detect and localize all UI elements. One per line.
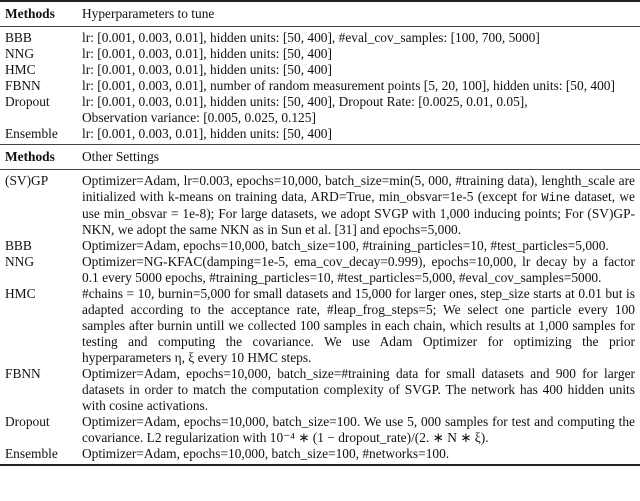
- method-cell: Dropout: [5, 94, 50, 109]
- value-cell: [82, 173, 640, 238]
- bottom-rule: [0, 464, 640, 466]
- value-cell: lr: [0.001, 0.003, 0.01], hidden units: [50, 400]: [82, 46, 332, 61]
- value-cell: Optimizer=Adam, epochs=10,000, batch_size=100. We use 5, 000 samples for test and computing the covariance. L2 regularization with 10⁻⁴ ∗ (1 − dropout_rate)/(2. ∗ N ∗ ξ).: [82, 414, 635, 445]
- value-text: Optimizer=Adam, lr=0.003, epochs=10,000, batch_size=min(5, 000, #training data), lenghth_scale are initialized with k-means on training data, ARD=True, min_obsvar=1e-5 (except for: [82, 173, 635, 204]
- method-cell: Ensemble: [5, 126, 58, 141]
- value-cell: #chains = 10, burnin=5,000 for small datasets and 15,000 for larger ones, step_size starts at 0.01 but is adapted according to the acceptance rate, #leap_frog_steps=5; We select one particle every 100 samples after burnin untill we collected 100 samples in each chain, which results at 1,000 samples for testing and computing the covariance. We use Adam Optimizer for optimizing the prior hyperparameters η, ξ every 10 HMC steps.: [82, 286, 635, 365]
- table-row: [0, 78, 640, 94]
- method-cell: HMC: [5, 62, 36, 77]
- table-row: [0, 30, 640, 46]
- table-row: [0, 94, 640, 126]
- table-row: [0, 254, 640, 286]
- header-methods: Methods: [5, 149, 55, 164]
- table-row: [0, 126, 640, 142]
- method-cell: FBNN: [5, 366, 41, 381]
- table-row: [0, 366, 640, 414]
- header-hyperparameters: Hyperparameters to tune: [82, 6, 215, 21]
- table-row: [0, 46, 640, 62]
- header-other-settings: Other Settings: [82, 149, 159, 164]
- table1-body: [0, 27, 640, 144]
- value-cell: lr: [0.001, 0.003, 0.01], hidden units: [50, 400]: [82, 62, 332, 77]
- method-cell: NNG: [5, 254, 35, 269]
- table-row: [0, 414, 640, 446]
- dataset-name: Wine: [541, 191, 571, 205]
- method-cell: Dropout: [5, 414, 50, 429]
- table2-header: [0, 145, 640, 169]
- method-cell: HMC: [5, 286, 36, 301]
- value-line: lr: [0.001, 0.003, 0.01], hidden units: [50, 400], Dropout Rate: [0.0025, 0.01, 0.05],: [82, 94, 528, 109]
- method-cell: NNG: [5, 46, 35, 61]
- table-row: [0, 446, 640, 462]
- value-cell: lr: [0.001, 0.003, 0.01], hidden units: [50, 400], #eval_cov_samples: [100, 700, 5000]: [82, 30, 540, 45]
- method-cell: BBB: [5, 30, 32, 45]
- method-cell: Ensemble: [5, 446, 58, 461]
- table-row: [0, 62, 640, 78]
- table1-header: [0, 2, 640, 26]
- table-row: [0, 286, 640, 366]
- value-cell: Optimizer=NG-KFAC(damping=1e-5, ema_cov_decay=0.999), epochs=10,000, lr decay by a factor 0.1 every 5000 epochs, #training_particles=10, #test_particles=5,000, #eval_cov_samples=5000.: [82, 254, 635, 285]
- table-row: [0, 173, 640, 238]
- value-cell: Optimizer=Adam, epochs=10,000, batch_size=100, #training_particles=10, #test_particles=5,000.: [82, 238, 609, 253]
- method-cell: (SV)GP: [5, 173, 49, 188]
- value-line: Observation variance: [0.005, 0.025, 0.125]: [82, 110, 316, 125]
- value-cell: [82, 94, 640, 126]
- value-cell: Optimizer=Adam, epochs=10,000, batch_size=100, #networks=100.: [82, 446, 450, 461]
- table2-body: [0, 170, 640, 464]
- value-cell: Optimizer=Adam, epochs=10,000, batch_size=#training data for small datasets and 900 for larger datasets in order to match the computation complexity of SVGP. The network has 400 hidden units with cosine activations.: [82, 366, 635, 413]
- method-cell: FBNN: [5, 78, 41, 93]
- table-row: [0, 238, 640, 254]
- value-cell: lr: [0.001, 0.003, 0.01], hidden units: [50, 400]: [82, 126, 332, 141]
- header-methods: Methods: [5, 6, 55, 21]
- value-cell: lr: [0.001, 0.003, 0.01], number of random measurement points [5, 20, 100], hidden units: [50, 400]: [82, 78, 615, 93]
- value-text: dataset, we use min_obsvar = 1e-8); For large datasets, we adopt SVGP with 1,000 inducing points; For (SV)GP-NKN, we adopt the same NKN as in Sun et al. [31] and epochs=5,000.: [82, 189, 635, 237]
- method-cell: BBB: [5, 238, 32, 253]
